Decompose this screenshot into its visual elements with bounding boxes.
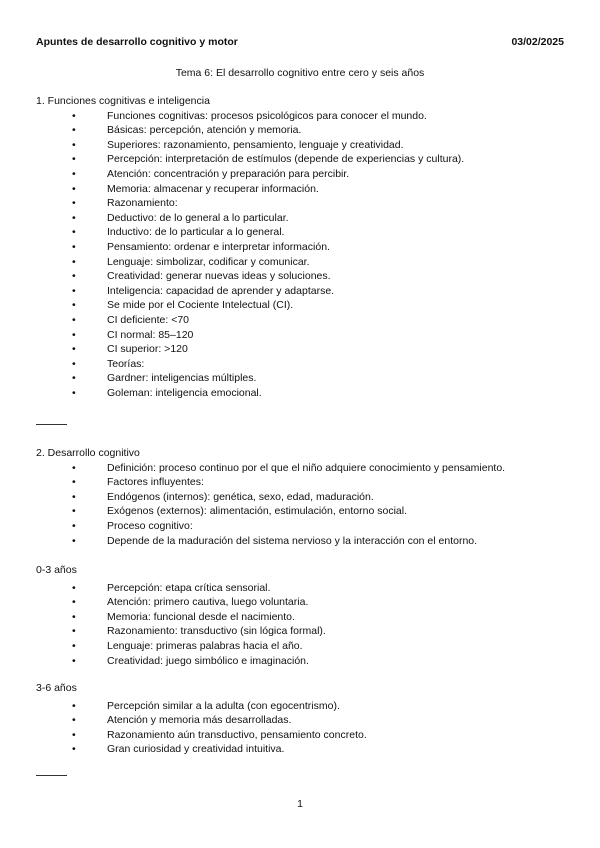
list-item: • Atención y memoria más desarrolladas.: [36, 713, 564, 728]
list-item: • Creatividad: juego simbólico e imaginación.: [36, 654, 564, 669]
section-title: 1. Funciones cognitivas e inteligencia: [36, 95, 210, 107]
list-item: • Goleman: inteligencia emocional.: [36, 386, 564, 401]
bullet-list: [36, 699, 564, 757]
list-item: • Razonamiento:: [36, 196, 564, 211]
list-item: • CI deficiente: <70: [36, 313, 564, 328]
document-date: 03/02/2025: [511, 36, 564, 48]
section-divider: [36, 775, 67, 776]
list-item: • Se mide por el Cociente Intelectual (CI).: [36, 298, 564, 313]
bullet-list: [36, 461, 564, 549]
page-header: [36, 36, 564, 50]
topic-subtitle: Tema 6: El desarrollo cognitivo entre cero y seis años: [175, 67, 425, 79]
section-title: 2. Desarrollo cognitivo: [36, 447, 140, 459]
list-item: • Básicas: percepción, atención y memoria.: [36, 123, 564, 138]
list-item: • Funciones cognitivas: procesos psicológicos para conocer el mundo.: [36, 109, 564, 124]
list-item: • Pensamiento: ordenar e interpretar información.: [36, 240, 564, 255]
page-number: 1: [297, 798, 303, 810]
bullet-list: [36, 109, 564, 401]
list-item: • Percepción similar a la adulta (con egocentrismo).: [36, 699, 564, 714]
list-item: • Proceso cognitivo:: [36, 519, 564, 534]
list-item: • Deductivo: de lo general a lo particular.: [36, 211, 564, 226]
section-desarrollo-cognitivo: [36, 446, 564, 548]
list-item: • Atención: primero cautiva, luego voluntaria.: [36, 595, 564, 610]
section-0-3-anos: [36, 563, 564, 668]
list-item: • Factores influyentes:: [36, 475, 564, 490]
list-item: • Atención: concentración y preparación para percibir.: [36, 167, 564, 182]
list-item: • Exógenos (externos): alimentación, estimulación, entorno social.: [36, 504, 564, 519]
list-item: • Percepción: interpretación de estímulos (depende de experiencias y cultura).: [36, 152, 564, 167]
list-item: • Definición: proceso continuo por el que el niño adquiere conocimiento y pensamiento.: [36, 461, 564, 476]
section-3-6-anos: [36, 681, 564, 757]
list-item: • Teorías:: [36, 357, 564, 372]
list-item: • Razonamiento: transductivo (sin lógica formal).: [36, 624, 564, 639]
list-item: • Superiores: razonamiento, pensamiento, lenguaje y creatividad.: [36, 138, 564, 153]
list-item: • Inductivo: de lo particular a lo general.: [36, 225, 564, 240]
document-title: Apuntes de desarrollo cognitivo y motor: [36, 36, 238, 48]
section-funciones-cognitivas: [36, 94, 564, 400]
list-item: • Depende de la maduración del sistema nervioso y la interacción con el entorno.: [36, 534, 564, 549]
list-item: • Memoria: funcional desde el nacimiento.: [36, 610, 564, 625]
list-item: • Lenguaje: primeras palabras hacia el año.: [36, 639, 564, 654]
list-item: • Gran curiosidad y creatividad intuitiva.: [36, 742, 564, 757]
list-item: • CI normal: 85–120: [36, 328, 564, 343]
list-item: • Memoria: almacenar y recuperar información.: [36, 182, 564, 197]
list-item: • Inteligencia: capacidad de aprender y adaptarse.: [36, 284, 564, 299]
bullet-list: [36, 581, 564, 669]
list-item: • CI superior: >120: [36, 342, 564, 357]
list-item: • Percepción: etapa crítica sensorial.: [36, 581, 564, 596]
list-item: • Creatividad: generar nuevas ideas y soluciones.: [36, 269, 564, 284]
list-item: • Gardner: inteligencias múltiples.: [36, 371, 564, 386]
section-title: 0-3 años: [36, 564, 77, 576]
list-item: • Endógenos (internos): genética, sexo, edad, maduración.: [36, 490, 564, 505]
list-item: • Lenguaje: simbolizar, codificar y comunicar.: [36, 255, 564, 270]
section-divider: [36, 424, 67, 425]
section-title: 3-6 años: [36, 682, 77, 694]
list-item: • Razonamiento aún transductivo, pensamiento concreto.: [36, 728, 564, 743]
